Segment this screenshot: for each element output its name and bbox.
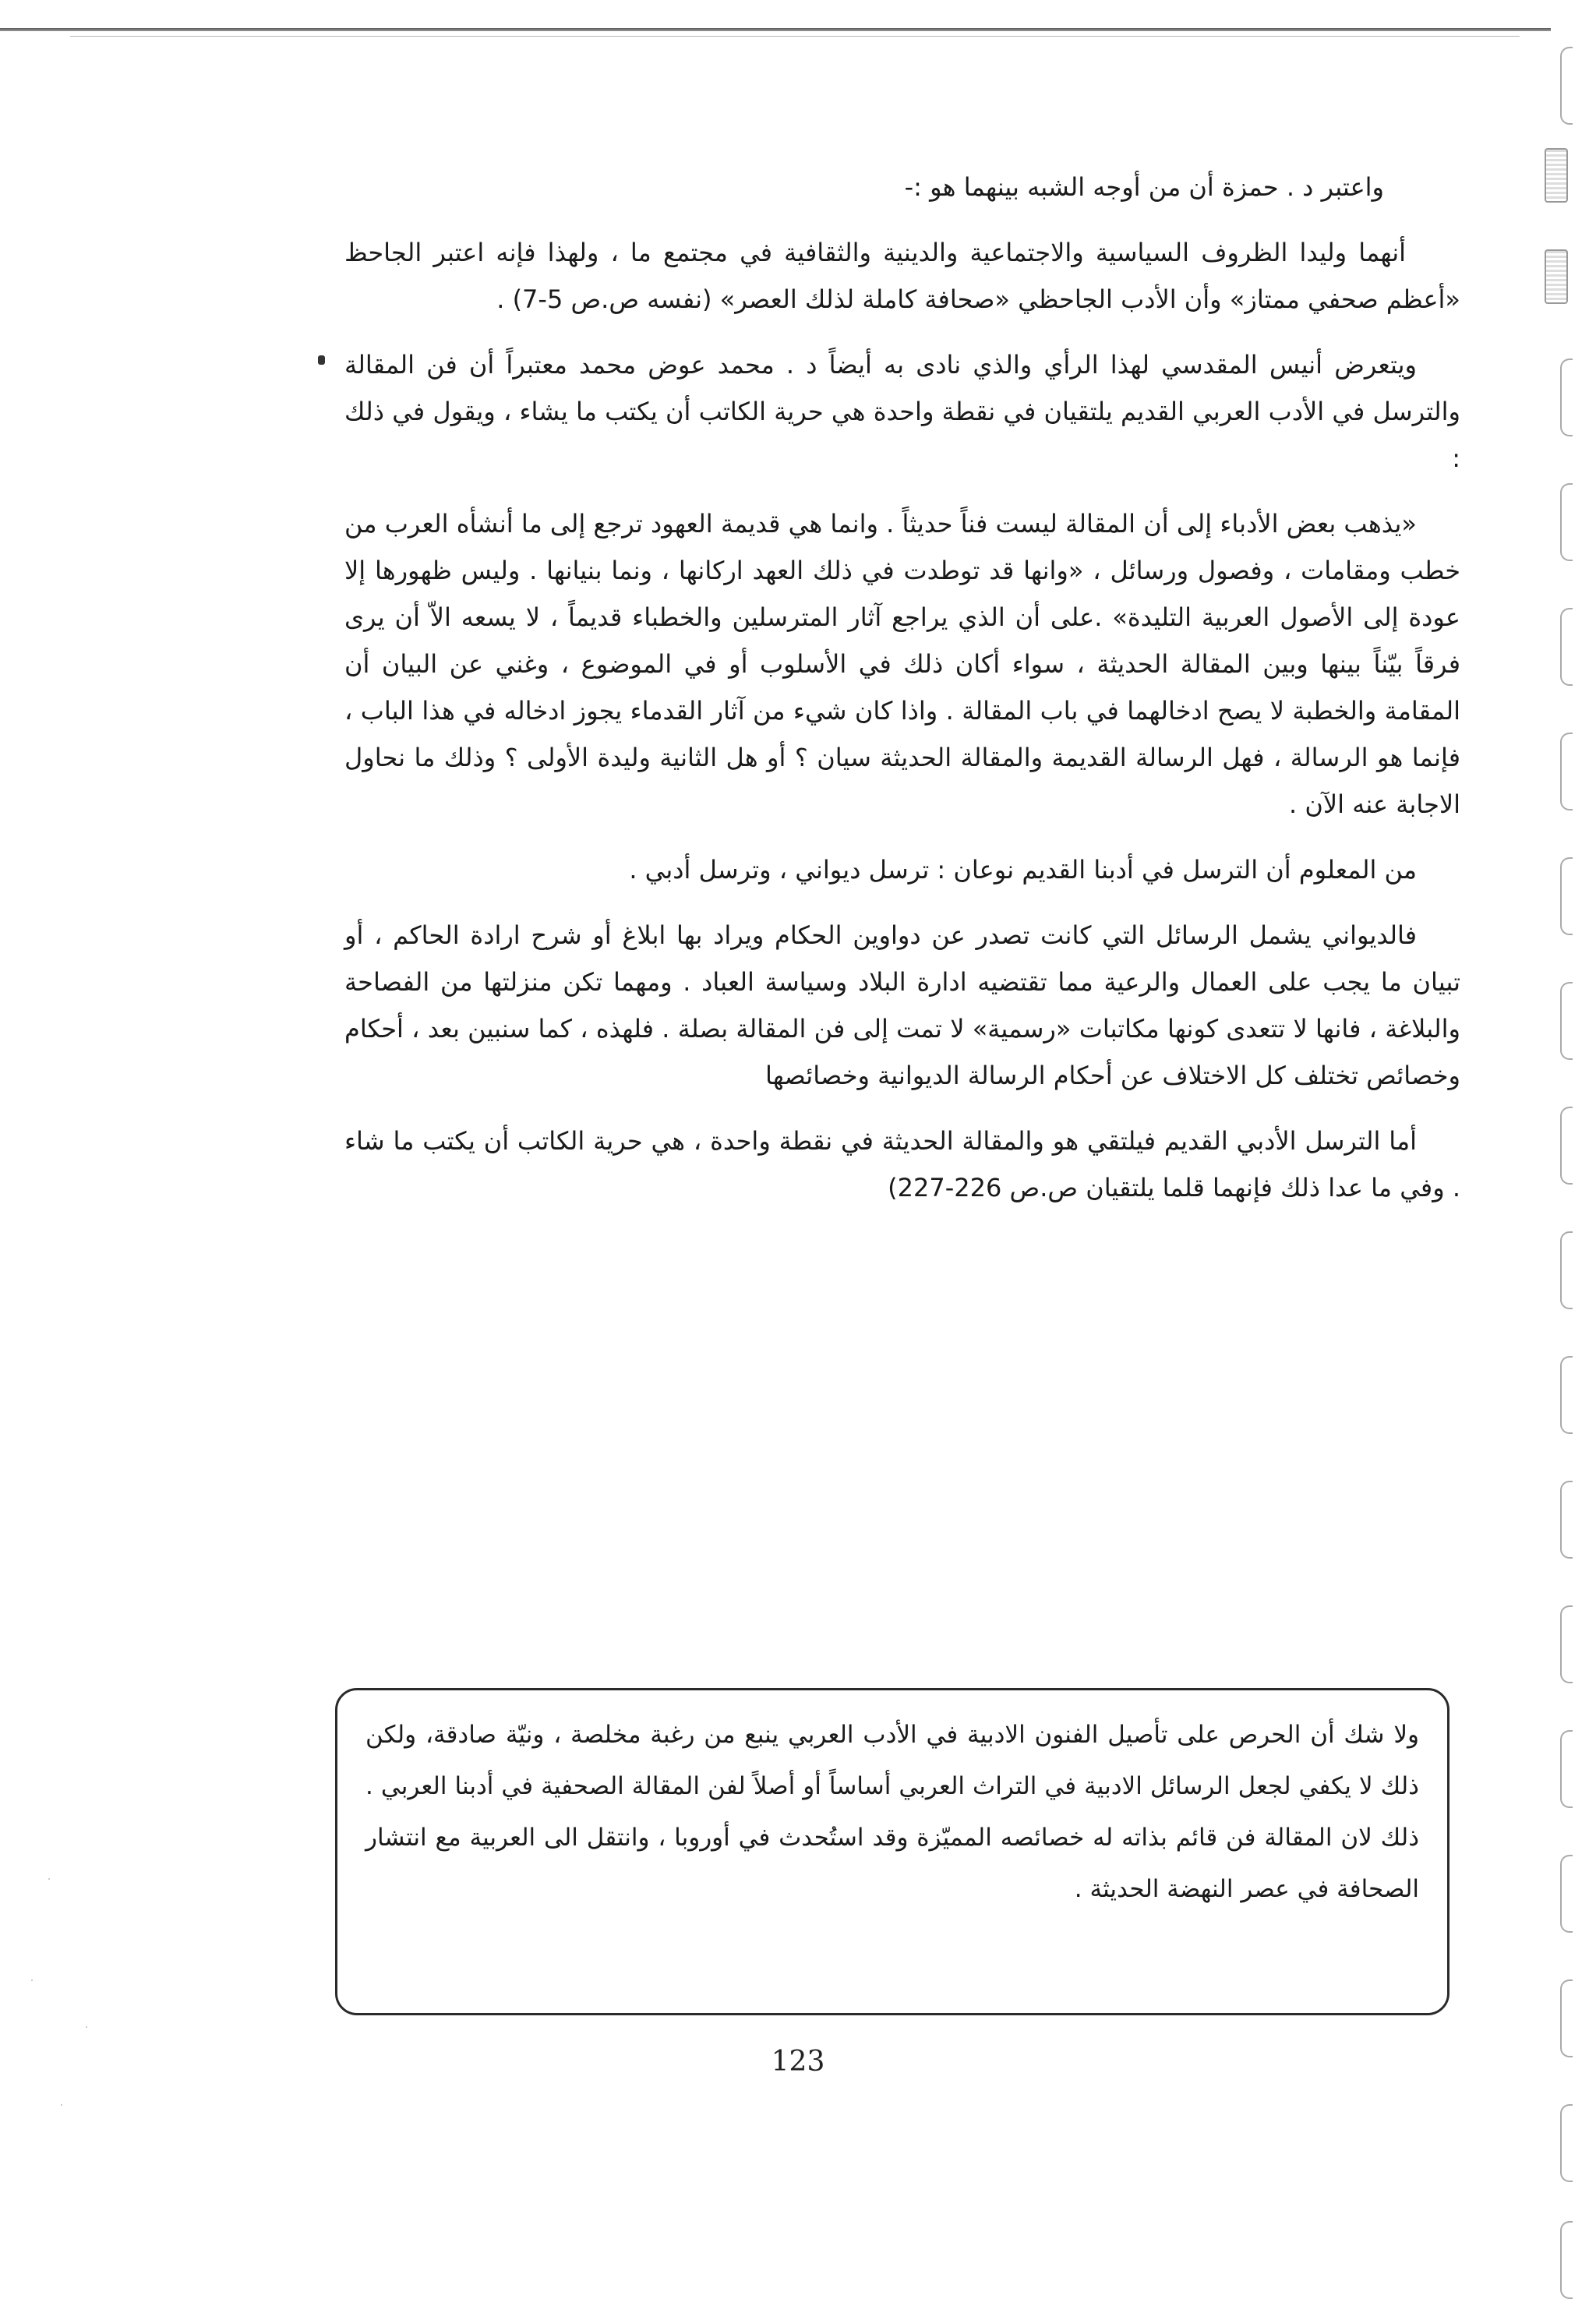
scan-speck: [48, 1878, 50, 1880]
paragraph: أنهما وليدا الظروف السياسية والاجتماعية والدينية والثقافية في مجتمع ما ، ولهذا فإنه اعتبر الجاحظ «أعظم صحفي ممتاز» وأن الأدب الجاحظي «صحافة كاملة لذلك العصر» (نفسه ص.ص 5-7) .: [344, 238, 1460, 314]
scan-speck: [31, 1979, 33, 1981]
page-number: 123: [771, 2046, 825, 2078]
paragraph: ويتعرض أنيس المقدسي لهذا الرأي والذي نادى به أيضاً د . محمد عوض محمد معتبراً أن فن المقالة والترسل في الأدب العربي القديم يلتقيان في نقطة واحدة هي حرية الكاتب أن يكتب ما يشاء ، ويقول في ذلك :: [344, 350, 1460, 473]
top-rule-thin: [70, 36, 1520, 37]
binder-edge: [1534, 16, 1596, 2276]
top-rule: [0, 28, 1551, 31]
paragraph: فالديواني يشمل الرسائل التي كانت تصدر عن دواوين الحكام ويراد بها ابلاغ أو شرح ارادة الحاكم ، أو تبيان ما يجب على العمال والرعية مما تقتضيه ادارة البلاد وسياسة العباد . ومهما تكن منزلتها من الفصاحة والبلاغة ، فانها لا تتعدى كونها مكاتبات «رسمية» لا تمت إلى فن المقالة بصلة . فلهذه ، كما سنبين بعد ، أحكام وخصائص تختلف كل الاختلاف عن أحكام الرسالة الديوانية وخصائصها: [344, 920, 1460, 1090]
quoted-passage: «يذهب بعض الأدباء إلى أن المقالة ليست فناً حديثاً . وانما هي قديمة العهود ترجع إلى ما أنشأه العرب من خطب ومقامات ، وفصول ورسائل ، «وانها قد توطدت في ذلك العهد اركانها ، ونما بنيانها . وليس ظهورها إلا عودة إلى الأصول العربية التليدة» .على أن الذي يراجع آثار المترسلين والخطباء قديماً ، لا يسعه الاّ أن يرى فرقاً بيّناً بينها وبين المقالة الحديثة ، سواء أكان ذلك في الأسلوب أو في الموضوع ، وغني عن البيان أن المقامة والخطبة لا يصح ادخالهما في باب المقالة . واذا كان شيء من آثار القدماء يجوز ادخاله في هذا الباب ، فإنما هو الرسالة ، فهل الرسالة القديمة والمقالة الحديثة سيان ؟ أو هل الثانية وليدة الأولى ؟ وذلك ما نحاول الاجابة عنه الآن .: [344, 509, 1460, 819]
page-body: [344, 164, 1460, 1230]
scan-speck: [61, 2104, 62, 2106]
paragraph-intro: واعتبر د . حمزة أن من أوجه الشبه بينهما هو :-: [904, 172, 1384, 202]
scan-speck: [86, 2026, 87, 2028]
scan-mark: [318, 355, 325, 365]
author-note-box: [335, 1688, 1449, 2015]
note-text: ولا شك أن الحرص على تأصيل الفنون الادبية في الأدب العربي ينبع من رغبة مخلصة ، ونيّة صادقة، ولكن ذلك لا يكفي لجعل الرسائل الادبية في التراث العربي أساساً أو أصلاً لفن المقالة الصحفية في أدبنا العربي . ذلك لان المقالة فن قائم بذاته له خصائصه المميّزة وقد استُحدث في أوروبا ، وانتقل الى العربية مع انتشار الصحافة في عصر النهضة الحديثة .: [365, 1721, 1419, 1903]
paragraph: من المعلوم أن الترسل في أدبنا القديم نوعان : ترسل ديواني ، وترسل أدبي .: [629, 855, 1417, 885]
paragraph: أما الترسل الأدبي القديم فيلتقي هو والمقالة الحديثة في نقطة واحدة ، هي حرية الكاتب أن يكتب ما شاء . وفي ما عدا ذلك فإنهما قلما يلتقيان ص.ص 226-227): [344, 1126, 1460, 1202]
